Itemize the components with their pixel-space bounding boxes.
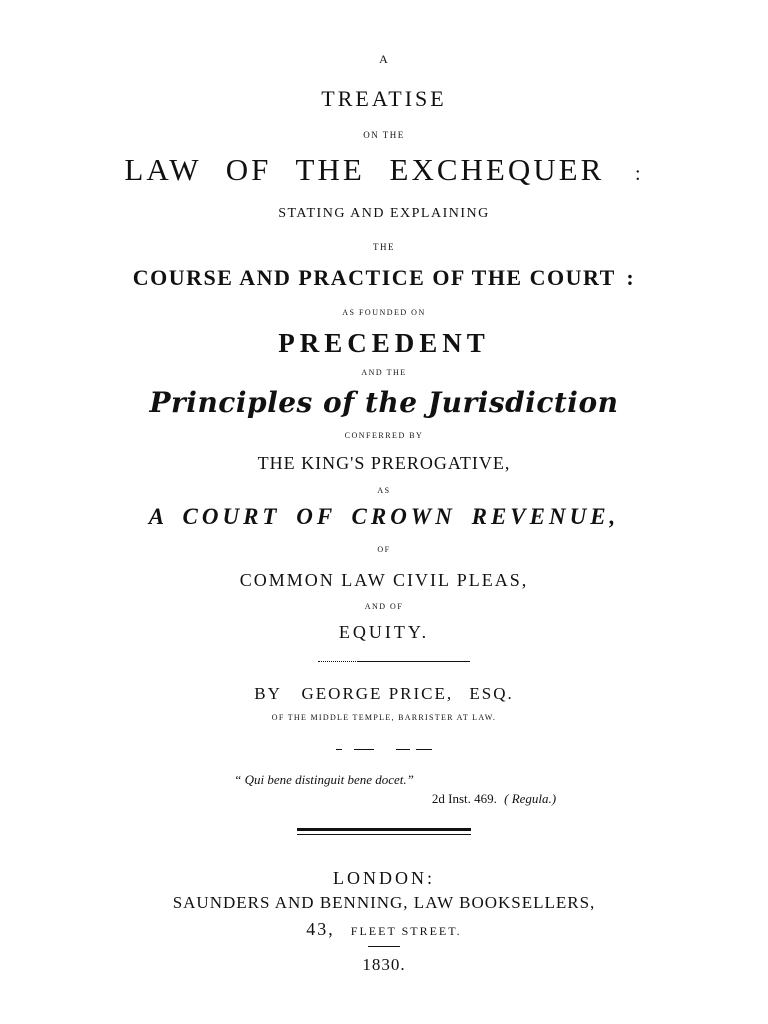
street-number: 43, [306,919,335,939]
author-name: GEORGE PRICE, [301,684,454,703]
by-label: BY [254,684,282,703]
dash-4 [416,749,432,750]
crown-revenue-line: A COURT OF CROWN REVENUE, [148,504,620,529]
dash-2 [354,749,374,750]
rule-double-bottom [297,834,471,835]
motto-source-regula: ( Regula.) [504,791,557,806]
main-title-colon: : [635,163,644,185]
main-title-text: LAW OF THE EXCHEQUER [124,152,605,187]
conferred-by-line: CONFERRED BY [344,431,424,440]
main-title [0,154,768,185]
rule-upper [358,661,470,662]
the-line: THE [373,242,395,252]
stating-line: STATING AND EXPLAINING [278,206,490,221]
author-description: OF THE MIDDLE TEMPLE, BARRISTER AT LAW. [271,713,497,722]
rule-double-top [297,828,471,831]
precedent-heading: PRECEDENT [278,328,490,358]
and-the-line: AND THE [361,368,407,377]
as-founded-on-line: AS FOUNDED ON [342,308,426,317]
of-line: OF [377,545,391,554]
treatise-heading: TREATISE [321,86,447,111]
prerogative-line: THE KING'S PREROGATIVE, [257,453,511,473]
street-name: FLEET STREET. [350,924,462,938]
rule-dots-left [318,661,360,662]
and-of-line: AND OF [364,602,404,611]
motto-source: 2d Inst. 469. [431,791,497,806]
esq-label: ESQ. [469,684,514,703]
place-line: LONDON: [333,868,435,888]
course-colon: : [626,265,636,290]
author-line [0,685,768,702]
publisher-line: SAUNDERS AND BENNING, LAW BOOKSELLERS, [172,893,596,912]
address-line [0,920,768,939]
year-line: 1830. [362,955,406,974]
motto-source-line [110,792,768,805]
rule-year [368,946,400,947]
common-law-line: COMMON LAW CIVIL PLEAS, [239,570,529,590]
as-line: AS [377,486,391,495]
course-line [0,267,768,289]
on-the-line: ON THE [363,130,405,140]
course-text: COURSE AND PRACTICE OF THE COURT [132,265,616,290]
article-line: A [379,52,389,66]
equity-line: EQUITY. [338,622,430,642]
dash-1 [336,749,342,750]
principles-blackletter: Principles of the Jurisdiction [149,386,619,419]
dash-3 [396,749,410,750]
motto: “ Qui bene distinguit bene docet.” [234,772,414,787]
